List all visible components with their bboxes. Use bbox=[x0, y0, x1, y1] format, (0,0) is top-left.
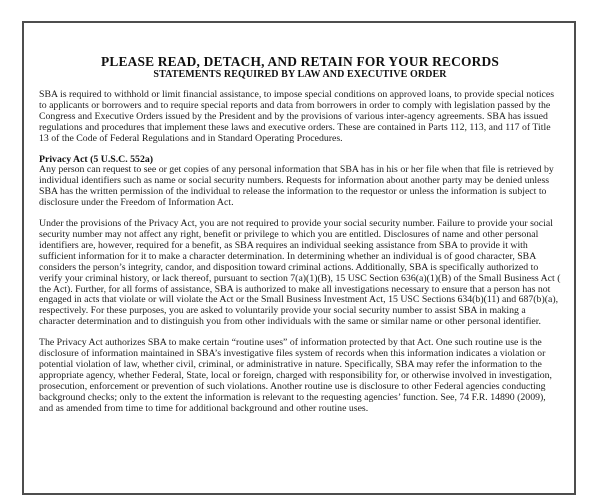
document-content bbox=[24, 23, 574, 414]
document-page bbox=[22, 21, 576, 495]
intro-paragraph: SBA is required to withhold or limit financial assistance, to impose special conditions on approved loans, to provide special notices to applicants or borrowers and to require special reports and data from borrowers in order to comply with legislation passed by the Congress and Executive Orders issued by the President and by the provisions of various inter-agency agreements. SBA has issued regulations and procedures that implement these laws and executive orders. These are contained in Parts 112, 113, and 117 of Title 13 of the Code of Federal Regulations and in Standard Operating Procedures. bbox=[39, 89, 555, 144]
privacy-paragraph-2: Under the provisions of the Privacy Act, you are not required to provide your social security number. Failure to provide your social security number may not affect any right, benefit or privilege to which you are entitled. Disclosures of name and other personal identifiers are, however, required for a benefit, as SBA requires an individual seeking assistance from SBA to provide it with sufficient information for it to make a character determination. In determining whether an individual is of good character, SBA considers the person’s integrity, candor, and disposition toward criminal actions. Additionally, SBA is specifically authorized to verify your criminal history, or lack thereof, pursuant to section 7(a)(1)(B), 15 USC Section 636(a)(1)(B) of the Small Business Act ( the Act). Further, for all forms of assistance, SBA is authorized to make all investigations necessary to ensure that a person has not engaged in acts that violate or will violate the Act or the Small Business Investment Act, 15 USC Sections 634(b)(11) and 687(b)(a), respectively. For these purposes, you are asked to voluntarily provide your social security number to assist SBA in making a character determination and to distinguish you from other individuals with the same or similar name or other personal identifier. bbox=[39, 218, 561, 328]
document-subtitle: STATEMENTS REQUIRED BY LAW AND EXECUTIVE ORDER bbox=[153, 69, 447, 80]
privacy-act-heading: Privacy Act (5 U.S.C. 552a) bbox=[39, 153, 154, 165]
document-title: PLEASE READ, DETACH, AND RETAIN FOR YOUR RECORDS bbox=[100, 54, 500, 69]
privacy-paragraph-3: The Privacy Act authorizes SBA to make certain “routine uses” of information protected by that Act. One such routine use is the disclosure of information maintained in SBA’s investigative files system of records when this information indicates a violation or potential violation of law, whether civil, criminal, or administrative in nature. Specifically, SBA may refer the information to the appropriate agency, whether Federal, State, local or foreign, charged with responsibility for, or otherwise involved in investigation, prosecution, enforcement or prevention of such violations. Another routine use is disclosure to other Federal agencies conducting background checks; only to the extent the information is relevant to the requesting agencies’ function. See, 74 F.R. 14890 (2009), and as amended from time to time for additional background and other routine uses. bbox=[39, 337, 552, 414]
privacy-paragraph-1: Any person can request to see or get copies of any personal information that SBA has in his or her file when that file is retrieved by individual identifiers such as name or social security numbers. Requests for information about another party may be denied unless SBA has the written permission of the individual to release the information to the requestor or unless the information is subject to disclosure under the Freedom of Information Act. bbox=[39, 164, 554, 209]
